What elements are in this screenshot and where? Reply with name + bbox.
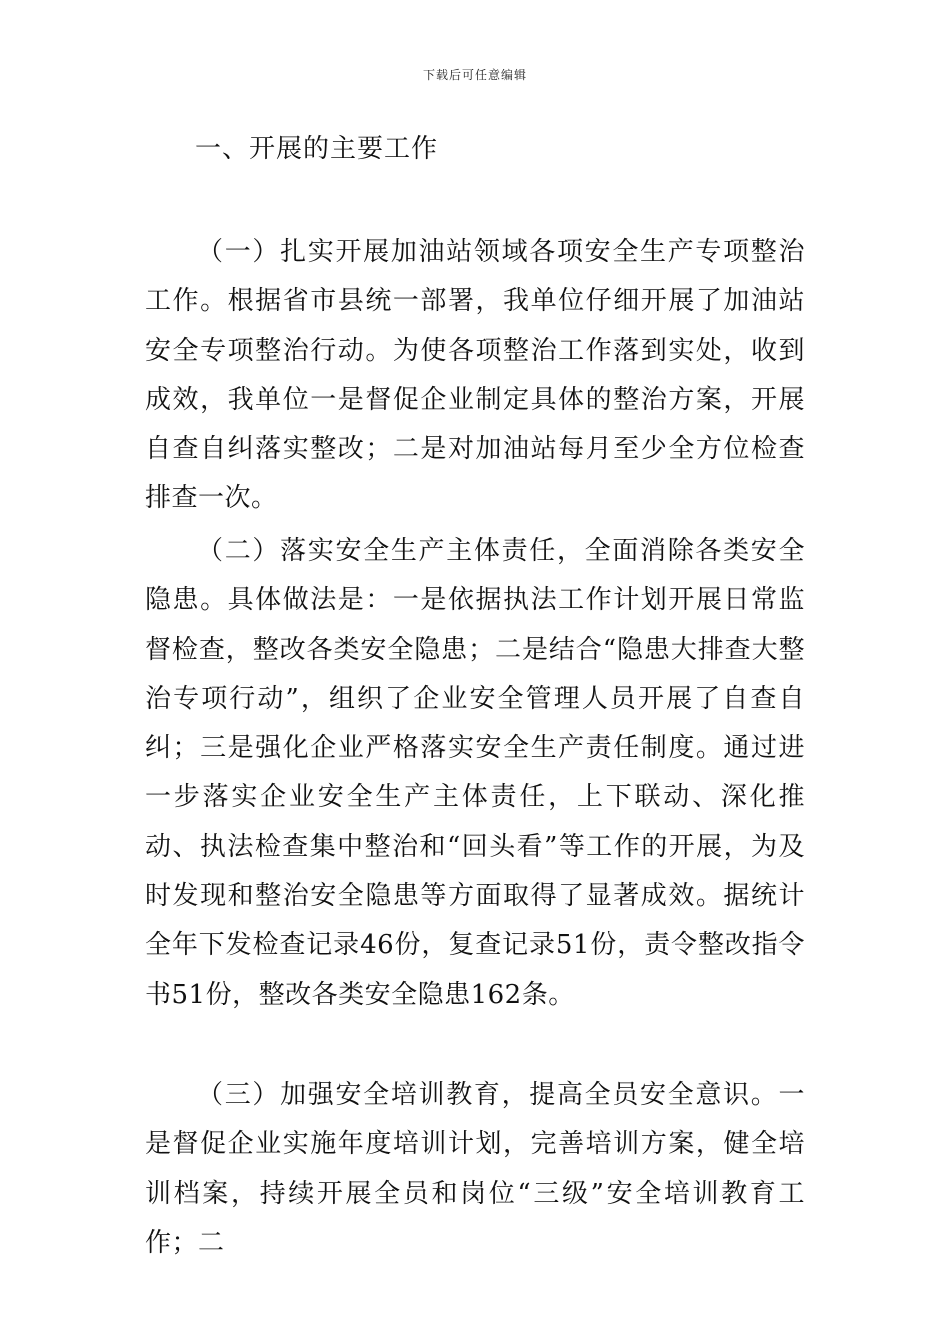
page-header: 下载后可任意编辑 <box>422 68 527 82</box>
paragraph-2: （二）落实安全生产主体责任，全面消除各类安全隐患。具体做法是：一是依据执法工作计划开展日常监督检查，整改各类安全隐患；二是结合“隐患大排查大整治专项行动”，组织了企业安全管理人员开展了自查自纠；三是强化企业严格落实安全生产责任制度。通过进一步落实企业安全生产主体责任，上下联动、深化推动、执法检查集中整治和“回头看”等工作的开展，为及时发现和整治安全隐患等方面取得了显著成效。据统计全年下发检查记录46份，复查记录51份，责令整改指令书51份，整改各类安全隐患162条。 <box>145 536 805 1010</box>
paragraph-3: （三）加强安全培训教育，提高全员安全意识。一是督促企业实施年度培训计划，完善培训方案，健全培训档案，持续开展全员和岗位“三级”安全培训教育工作；二 <box>145 1080 805 1258</box>
section-heading: 一、开展的主要工作 <box>195 134 439 164</box>
paragraph-1: （一）扎实开展加油站领域各项安全生产专项整治工作。根据省市县统一部署，我单位仔细开展了加油站安全专项整治行动。为使各项整治工作落到实处，收到成效，我单位一是督促企业制定具体的整治方案，开展自查自纠落实整改；二是对加油站每月至少全方位检查排查一次。 <box>145 237 805 514</box>
